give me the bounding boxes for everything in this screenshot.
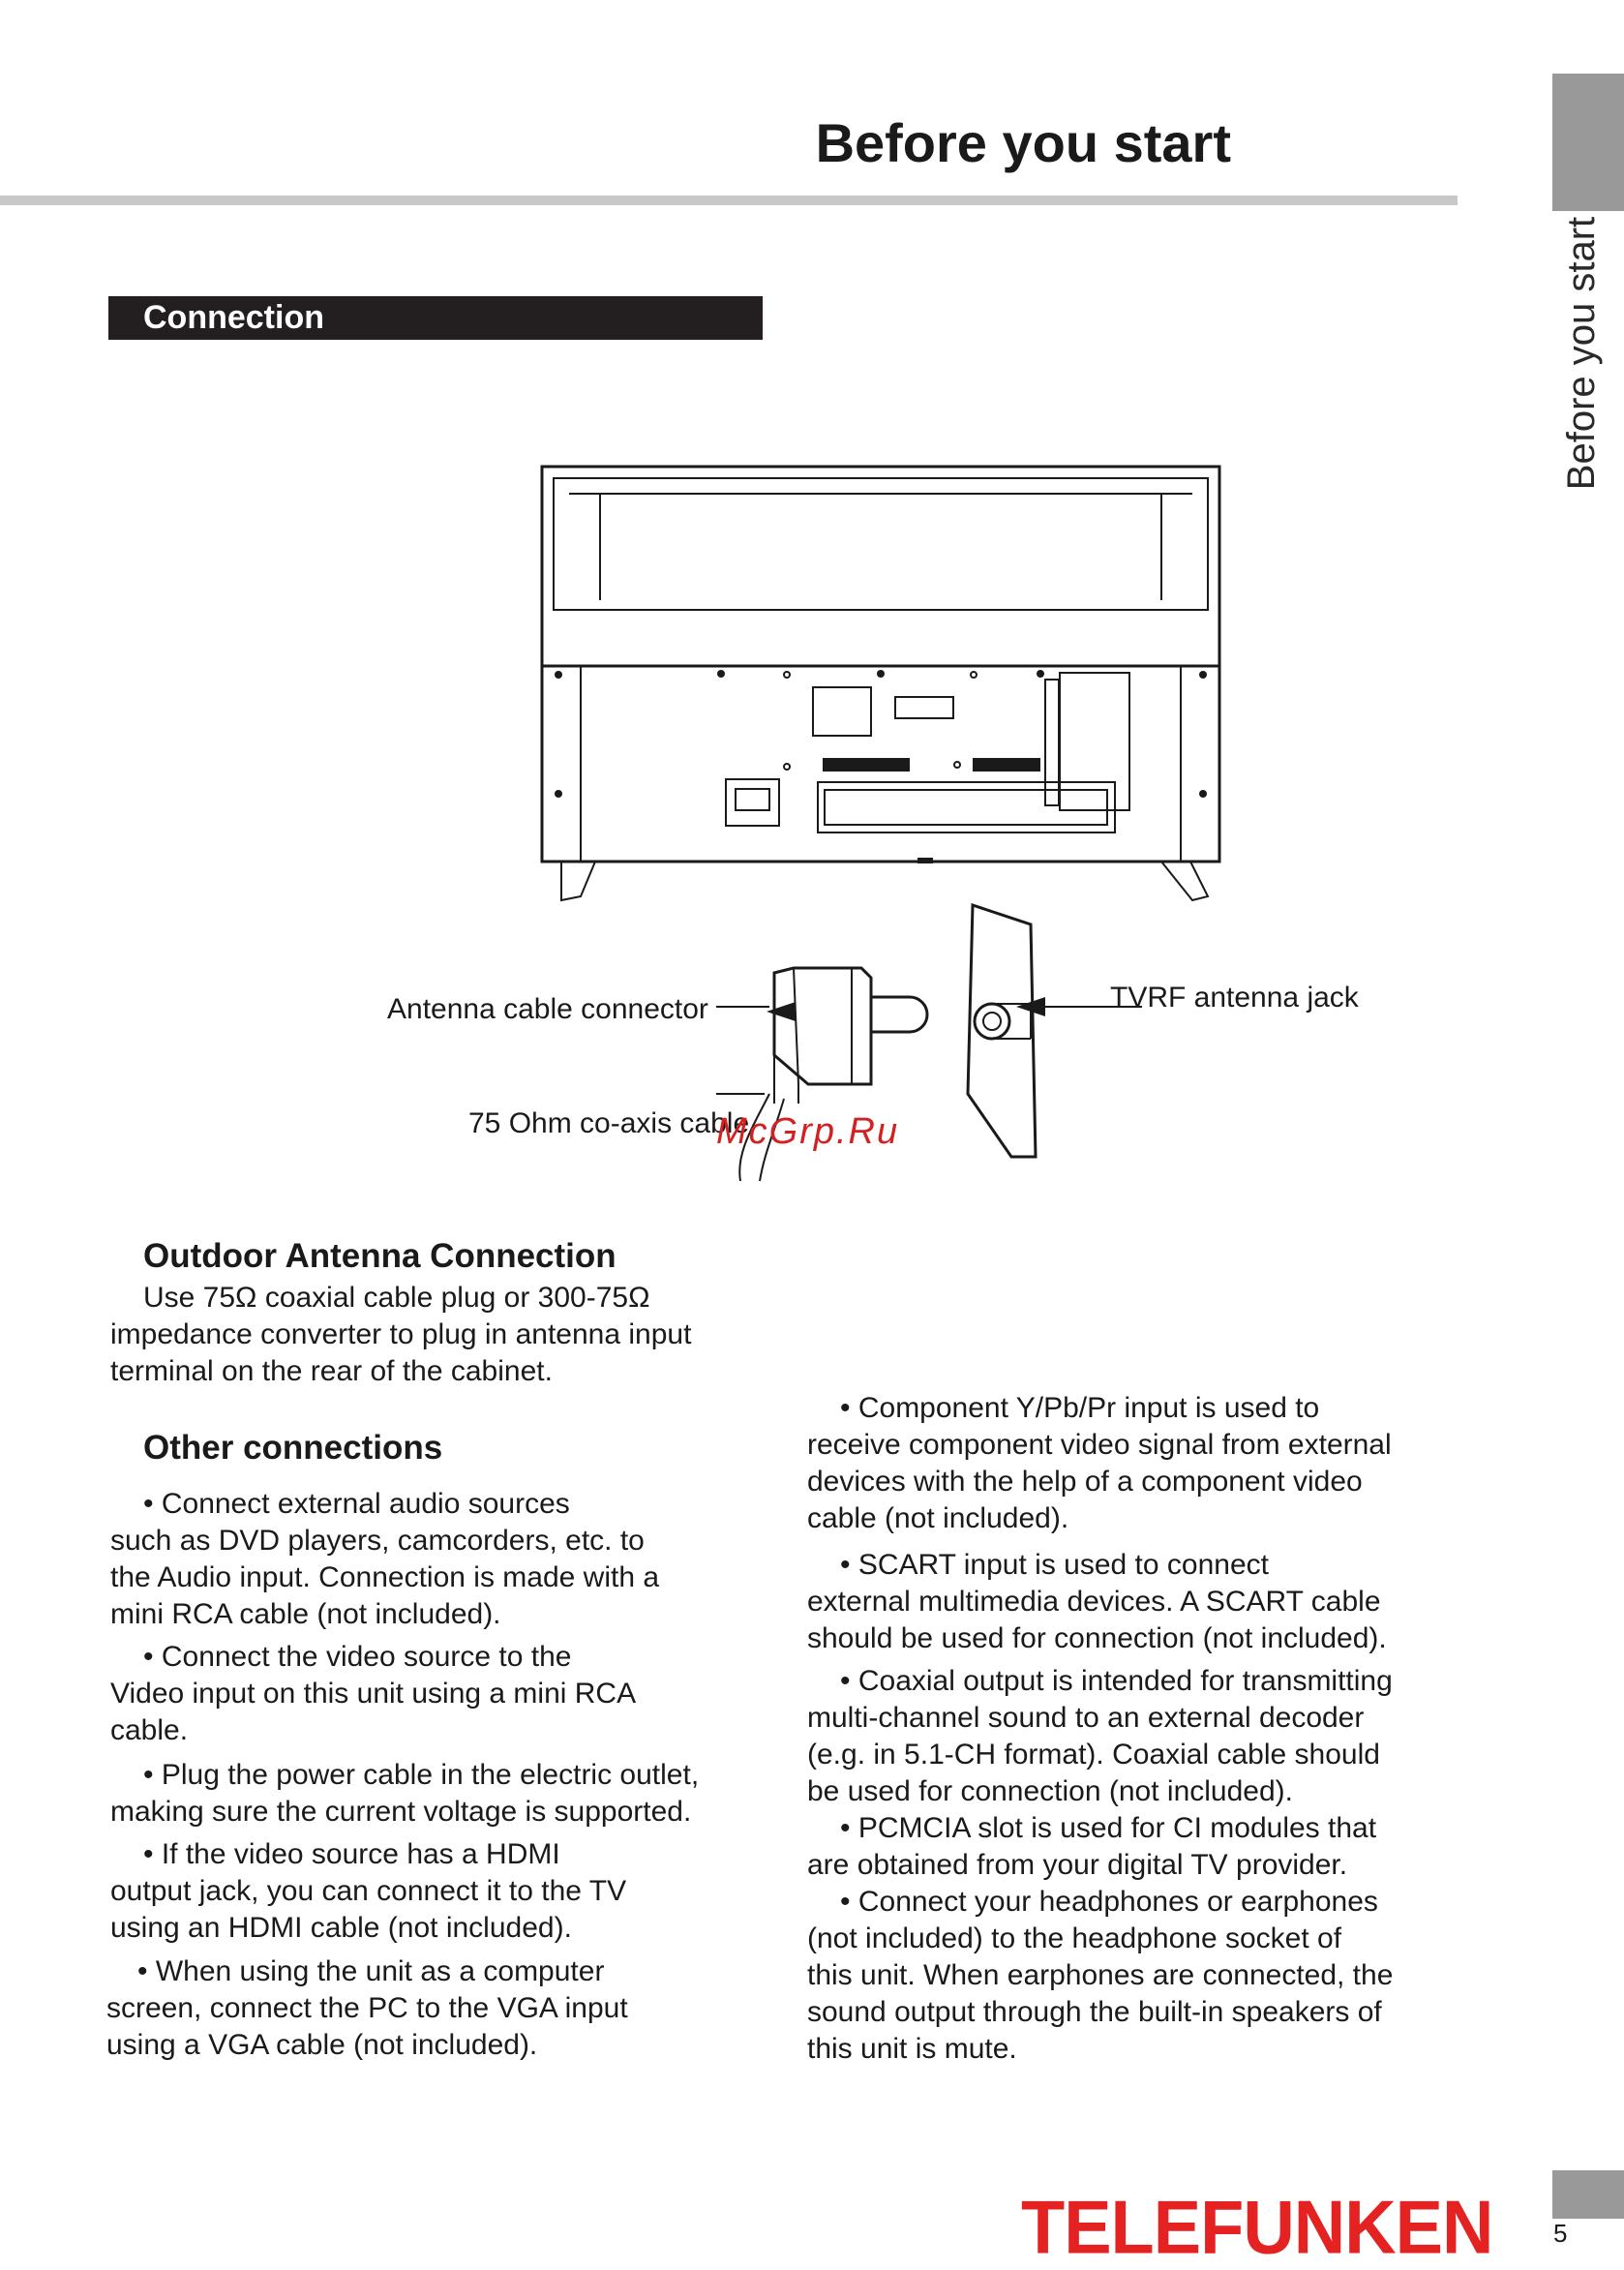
- right-item-component: • Component Y/Pb/Pr input is used to receive component video signal from external devices with the help of a component video cable (not included).: [807, 1392, 1392, 1534]
- side-tab-label: Before you start: [1560, 216, 1603, 491]
- side-tab-marker: [1552, 74, 1624, 211]
- tv-rear-panel-illustration: [523, 455, 1239, 920]
- other-item-hdmi: • If the video source has a HDMI output jack, you can connect it to the TV using an HDMI cable (not included).: [110, 1838, 627, 1944]
- other-item-audio: • Connect external audio sources such as DVD players, camcorders, etc. to the Audio input. Connection is made with a mini RCA cable (not included).: [110, 1488, 660, 1630]
- brand-logo: TELEFUNKEN: [1021, 2184, 1493, 2270]
- right-item-pcmcia: • PCMCIA slot is used for CI modules that are obtained from your digital TV provider.: [807, 1812, 1377, 1881]
- coax-cable-label: 75 Ohm co-axis cable: [468, 1107, 750, 1139]
- watermark: McGrp.Ru: [716, 1111, 900, 1152]
- page-number: 5: [1553, 2219, 1568, 2248]
- title-rule: [0, 196, 1458, 205]
- page-number-tab: [1552, 2170, 1624, 2219]
- other-item-vga: • When using the unit as a computer screen, connect the PC to the VGA input using a VGA cable (not included).: [106, 1955, 628, 2061]
- outdoor-antenna-text: Use 75Ω coaxial cable plug or 300-75Ω impedance converter to plug in antenna input terminal on the rear of the cabinet.: [110, 1282, 692, 1387]
- other-item-power: • Plug the power cable in the electric outlet, making sure the current voltage is supported.: [110, 1759, 700, 1828]
- antenna-cable-connector-label: Antenna cable connector: [387, 993, 708, 1025]
- tvrf-antenna-jack-label: TVRF antenna jack: [1110, 982, 1359, 1014]
- page-title: Before you start: [815, 112, 1231, 173]
- other-item-video: • Connect the video source to the Video input on this unit using a mini RCA cable.: [110, 1641, 637, 1746]
- right-item-scart: • SCART input is used to connect external multimedia devices. A SCART cable should be used for connection (not included).: [807, 1549, 1387, 1654]
- other-connections-heading: Other connections: [143, 1429, 443, 1467]
- outdoor-antenna-heading: Outdoor Antenna Connection: [143, 1237, 617, 1275]
- right-item-headphones: • Connect your headphones or earphones (not included) to the headphone socket of this unit. When earphones are connected, the sound output through the built-in speakers of this unit is mute.: [807, 1886, 1394, 2065]
- section-title: Connection: [143, 299, 324, 336]
- right-item-coaxial: • Coaxial output is intended for transmitting multi-channel sound to an external decoder (e.g. in 5.1-CH format). Coaxial cable should be used for connection (not included).: [807, 1665, 1393, 1807]
